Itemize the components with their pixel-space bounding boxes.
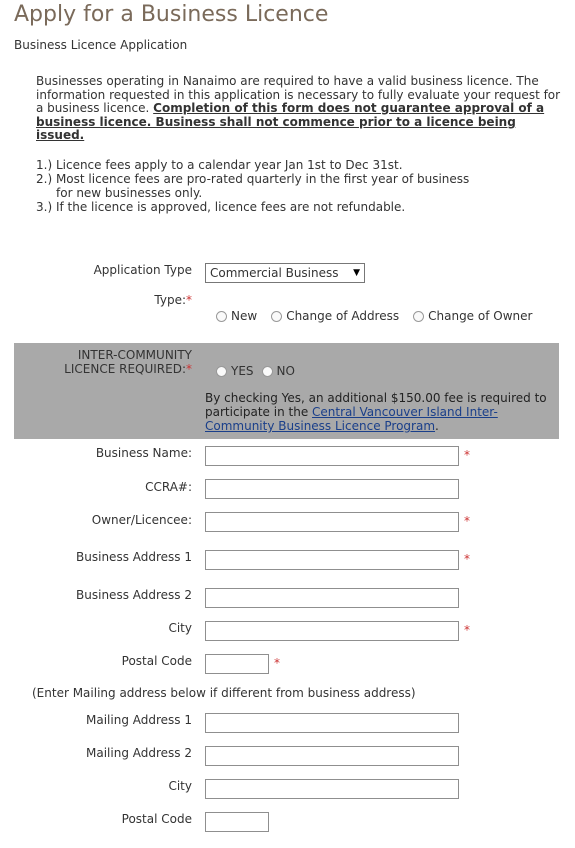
dropdown-arrow-icon: ▼ [353,268,360,278]
mailing-postal-code-input[interactable] [205,812,269,832]
application-type-value: Commercial Business [210,266,339,280]
cvi-program-link[interactable]: Central Vancouver Island Inter-Community Business Licence Program [205,405,498,433]
fee-notes [36,158,556,214]
intro-text: Businesses operating in Nanaimo are required to have a valid business licence. The information requested in this application is necessary to fully evaluate your request for a business licence. [36,74,561,115]
page-title: Apply for a Business Licence [14,2,329,27]
owner-input[interactable] [205,512,459,532]
note-line-2b: for new businesses only. [56,186,203,200]
mailing-address-2-input[interactable] [205,746,459,766]
business-address-1-input[interactable] [205,550,459,570]
mailing-address-note: (Enter Mailing address below if different from business address) [32,686,416,700]
required-marker: * [274,656,280,670]
radio-icon[interactable] [216,311,227,322]
inter-community-note-text: By checking Yes, an additional $150.00 fee is required to participate in the [205,391,547,419]
owner-label: Owner/Licencee: [91,513,192,527]
business-name-input[interactable] [205,446,459,466]
radio-icon[interactable] [262,366,273,377]
mailing-address-1-input[interactable] [205,713,459,733]
type-option-change-address[interactable] [271,309,399,323]
inter-community-option-label: YES [231,364,254,378]
inter-community-option-label: NO [276,364,295,378]
note-line-3: 3.) If the licence is approved, licence fees are not refundable. [36,200,406,214]
type-radio-group [216,309,546,323]
business-address-2-label: Business Address 2 [76,588,192,602]
mailing-city-label: City [168,779,192,793]
city-label: City [168,621,192,635]
inter-community-radio-group [216,364,309,378]
required-marker: * [186,362,192,376]
business-address-1-label: Business Address 1 [76,550,192,564]
inter-community-label-line1: INTER-COMMUNITY [77,348,192,362]
mailing-address-1-label: Mailing Address 1 [86,713,192,727]
type-label [0,293,192,307]
required-marker: * [464,623,470,637]
type-label-text: Type: [154,293,186,307]
city-input[interactable] [205,621,459,641]
mailing-city-input[interactable] [205,779,459,799]
inter-community-option-yes[interactable] [216,364,254,378]
type-option-new[interactable] [216,309,257,323]
business-address-2-input[interactable] [205,588,459,608]
required-marker: * [464,552,470,566]
type-option-label: Change of Owner [428,309,533,323]
postal-code-input[interactable] [205,654,269,674]
type-option-label: Change of Address [286,309,400,323]
ccra-input[interactable] [205,479,459,499]
inter-community-note [205,391,555,433]
mailing-postal-code-label: Postal Code [121,812,192,826]
intro-paragraph [36,75,561,143]
inter-community-option-no[interactable] [262,364,295,378]
note-line-1: 1.) Licence fees apply to a calendar year Jan 1st to Dec 31st. [36,158,403,172]
page-subtitle: Business Licence Application [14,38,188,52]
radio-icon[interactable] [271,311,282,322]
radio-icon[interactable] [216,366,227,377]
inter-community-note-suffix: . [435,419,439,433]
inter-community-label [0,348,192,376]
required-marker: * [464,448,470,462]
mailing-address-2-label: Mailing Address 2 [86,746,192,760]
intro-disclaimer: Completion of this form does not guarantee approval of a business licence. Business shall not commence prior to a licence being issued. [36,101,545,142]
type-option-label: New [231,309,258,323]
postal-code-label: Postal Code [121,654,192,668]
business-name-label: Business Name: [95,446,192,460]
note-line-2: 2.) Most licence fees are pro-rated quarterly in the first year of business [36,172,470,186]
inter-community-label-line2: LICENCE REQUIRED: [64,362,186,376]
application-type-select[interactable] [205,263,365,283]
application-type-label: Application Type [93,263,192,277]
radio-icon[interactable] [413,311,424,322]
required-marker: * [186,293,192,307]
type-option-change-owner[interactable] [413,309,532,323]
required-marker: * [464,514,470,528]
ccra-label: CCRA#: [145,480,192,494]
